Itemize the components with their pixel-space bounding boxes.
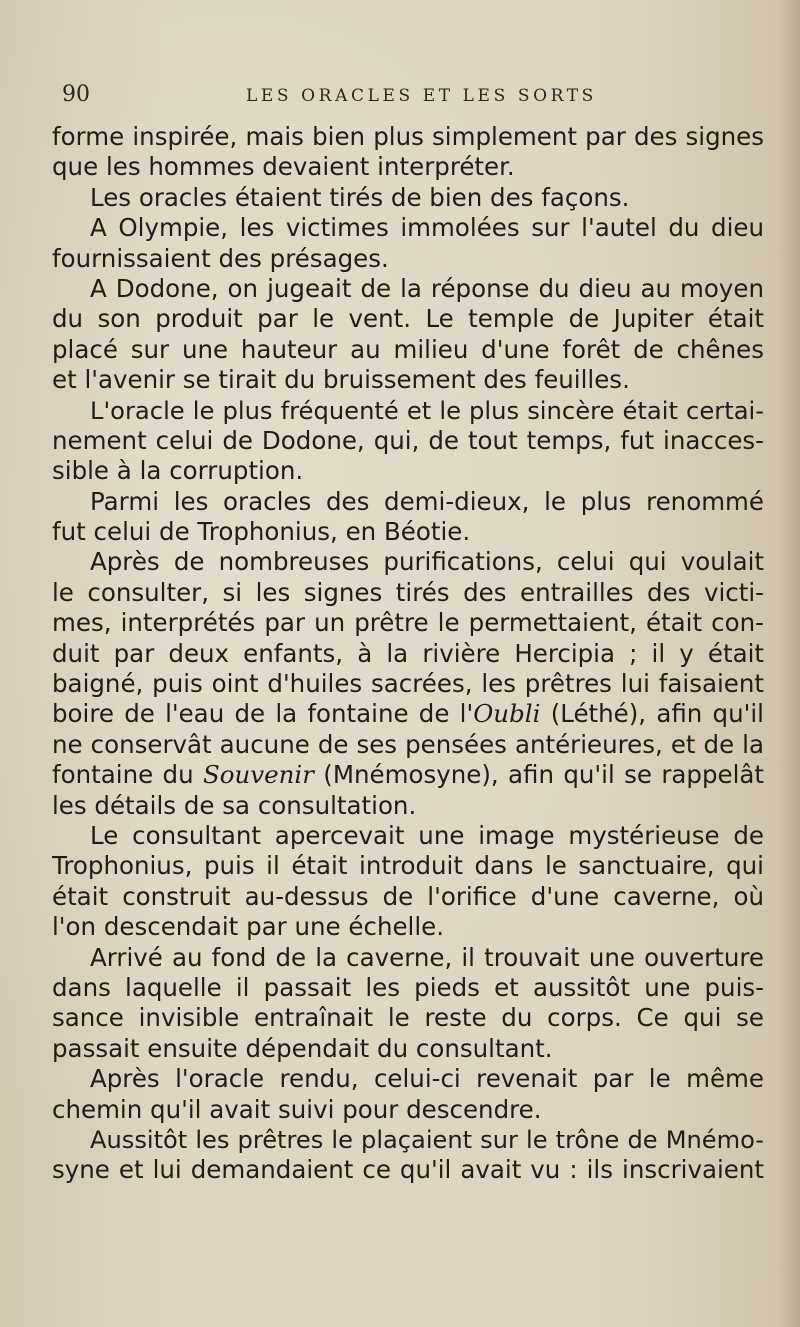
text-line: et l'avenir se tirait du bruissement des feuilles. (52, 365, 630, 395)
text-line: Arrivé au fond de la caverne, il trouvait une ouverture (90, 942, 764, 972)
text-line: Les oracles étaient tirés de bien des façons. (90, 182, 630, 212)
text-line: que les hommes devaient interpréter. (52, 152, 515, 182)
text-line: A Dodone, on jugeait de la réponse du dieu au moyen (90, 273, 764, 303)
text-line: fut celui de Trophonius, en Béotie. (52, 517, 471, 547)
text-line: nement celui de Dodone, qui, de tout temps, fut inacces- (52, 425, 764, 455)
text-line: Après l'oracle rendu, celui-ci revenait par le même (90, 1064, 764, 1094)
text-line: baigné, puis oint d'huiles sacrées, les prêtres lui faisaient (52, 669, 764, 699)
text-line: fournissaient des présages. (52, 243, 389, 273)
text-line: Le consultant apercevait une image mystérieuse de (90, 820, 764, 850)
text-line: ne conservât aucune de ses pensées antérieures, et de la (52, 729, 764, 759)
text-line: syne et lui demandaient ce qu'il avait vu : ils inscrivaient (52, 1155, 764, 1185)
text-line: A Olympie, les victimes immolées sur l'autel du dieu (90, 213, 764, 243)
text-segment: (Léthé), afin qu'il (540, 699, 764, 729)
text-line (52, 760, 764, 790)
text-line: Aussitôt les prêtres le plaçaient sur le trône de Mnémo- (90, 1125, 764, 1154)
text-line: sance invisible entraînait le reste du corps. Ce qui se (52, 1003, 764, 1033)
running-title: LES ORACLES ET LES SORTS (246, 86, 597, 106)
text-line: forme inspirée, mais bien plus simplement par des signes (52, 122, 764, 151)
text-line: Parmi les oracles des demi-dieux, le plus renommé (90, 486, 764, 516)
text-line: mes, interprétés par un prêtre le permettaient, était con- (52, 608, 764, 638)
page-header (62, 82, 762, 112)
text-segment: (Mnémosyne), afin qu'il se rappelât (313, 760, 765, 790)
italic-term: Souvenir (202, 760, 314, 790)
text-line: placé sur une hauteur au milieu d'une forêt de chênes (52, 334, 764, 364)
text-line: chemin qu'il avait suivi pour descendre. (52, 1094, 542, 1124)
text-line: était construit au-dessus de l'orifice d'une caverne, où (52, 881, 764, 911)
text-line: sible à la corruption. (52, 456, 304, 486)
italic-term: Oubli (473, 699, 541, 729)
text-line: passait ensuite dépendait du consultant. (52, 1033, 553, 1063)
body-text (52, 122, 764, 1186)
text-line: le consulter, si les signes tirés des entrailles des victi- (52, 577, 764, 607)
page-edge-shadow (778, 0, 800, 1327)
text-line: les détails de sa consultation. (52, 790, 417, 820)
text-line (52, 699, 764, 729)
text-line: L'oracle le plus fréquenté et le plus sincère était certai- (90, 396, 764, 425)
text-line: Après de nombreuses purifications, celui qui voulait (90, 547, 764, 577)
text-segment: fontaine du (52, 760, 203, 790)
page-number: 90 (62, 82, 90, 107)
text-line: duit par deux enfants, à la rivière Hercipia ; il y était (52, 638, 764, 668)
text-line: dans laquelle il passait les pieds et aussitôt une puis- (52, 972, 764, 1002)
text-line: Trophonius, puis il était introduit dans le sanctuaire, qui (52, 851, 764, 881)
text-segment: boire de l'eau de la fontaine de l' (52, 699, 474, 729)
text-line: du son produit par le vent. Le temple de Jupiter était (52, 304, 764, 334)
text-line: l'on descendait par une échelle. (52, 912, 445, 942)
